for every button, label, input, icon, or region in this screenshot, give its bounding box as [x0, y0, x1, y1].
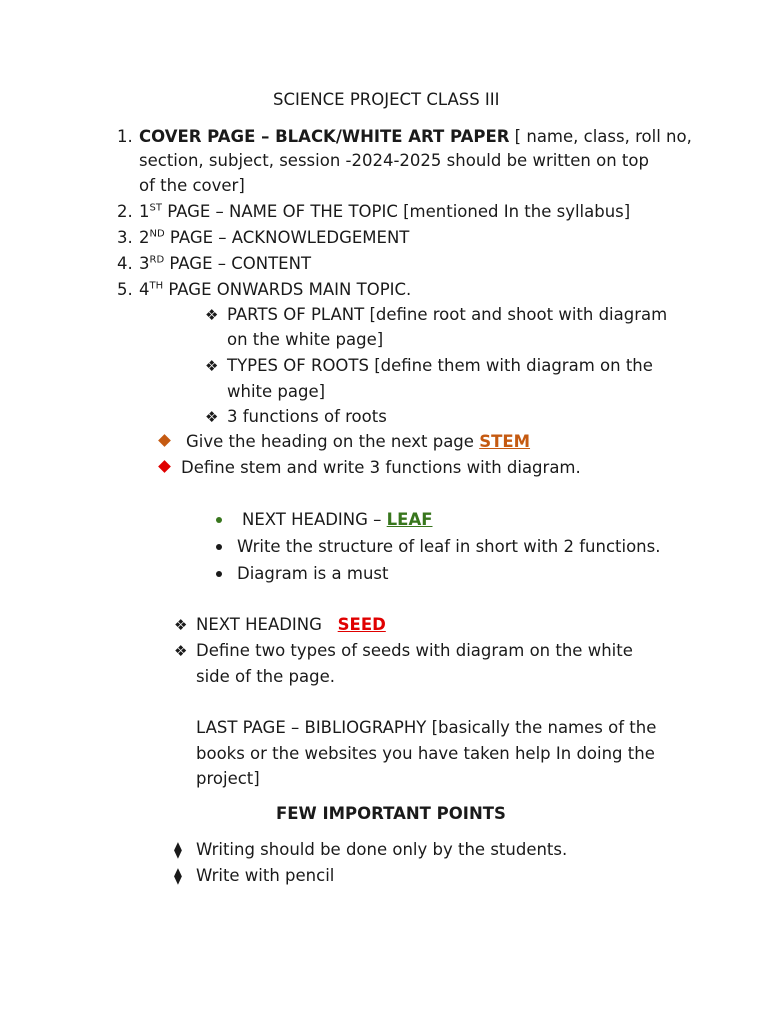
dot-bullet-icon — [216, 544, 222, 550]
seed-heading-text: NEXT HEADING — [196, 615, 338, 634]
seed-heading-line — [196, 614, 386, 636]
last-page-line-2: books or the websites you have taken help In doing the — [196, 744, 655, 763]
item-4 — [139, 253, 311, 275]
item-1-line-2: section, subject, session -2024-2025 should be written on top — [139, 151, 649, 170]
seed-line-2b: side of the page. — [196, 667, 335, 686]
sub-item-1-line-2: on the white page] — [227, 330, 384, 349]
item-1-bold: COVER PAGE – BLACK/WHITE ART PAPER — [139, 127, 510, 146]
item-number-2: 2. — [117, 202, 133, 221]
item-4-sup: RD — [149, 254, 165, 266]
dot-bullet-icon — [216, 571, 222, 577]
black-diamond-bullet-icon: ⧫ — [174, 840, 182, 859]
item-5-text: PAGE ONWARDS MAIN TOPIC. — [163, 280, 412, 299]
leaf-line-2: Write the structure of leaf in short with 2 functions. — [237, 537, 661, 556]
leaf-heading-text: NEXT HEADING – — [242, 510, 387, 529]
leaf-line-3: Diagram is a must — [237, 564, 389, 583]
four-diamond-bullet-icon: ❖ — [205, 306, 219, 324]
diamond-bullet-icon — [158, 460, 171, 473]
item-number-4: 4. — [117, 254, 133, 273]
diamond-bullet-icon — [158, 434, 171, 447]
stem-heading-line — [186, 431, 530, 453]
stem-define-line: Define stem and write 3 functions with diagram. — [181, 458, 581, 477]
item-4-ordinal: 3 — [139, 254, 150, 273]
item-1-rest: [ name, class, roll no, — [509, 127, 692, 146]
item-5-sup: TH — [149, 280, 164, 292]
four-diamond-bullet-icon: ❖ — [205, 408, 219, 426]
four-diamond-bullet-icon: ❖ — [174, 642, 188, 660]
item-number-1: 1. — [117, 127, 133, 146]
item-1-line-3: of the cover] — [139, 176, 245, 195]
sub-item-1-line-1: PARTS OF PLANT [define root and shoot with diagram — [227, 305, 668, 324]
item-2-sup: ST — [149, 202, 162, 214]
item-3-ordinal: 2 — [139, 228, 150, 247]
four-diamond-bullet-icon: ❖ — [174, 616, 188, 634]
item-5-ordinal: 4 — [139, 280, 150, 299]
item-3-sup: ND — [149, 228, 165, 240]
important-point-1: Writing should be done only by the students. — [196, 840, 568, 859]
item-3-text: PAGE – ACKNOWLEDGEMENT — [164, 228, 410, 247]
item-3 — [139, 227, 409, 249]
four-diamond-bullet-icon: ❖ — [205, 357, 219, 375]
important-heading: FEW IMPORTANT POINTS — [276, 804, 506, 823]
leaf-highlight: LEAF — [386, 510, 433, 529]
last-page-line-1: LAST PAGE – BIBLIOGRAPHY [basically the names of the — [196, 718, 657, 737]
dot-bullet-icon — [216, 517, 222, 523]
item-2 — [139, 201, 630, 223]
important-point-2: Write with pencil — [196, 866, 335, 885]
sub-item-3-line-1: 3 functions of roots — [227, 407, 387, 426]
item-number-3: 3. — [117, 228, 133, 247]
seed-highlight: SEED — [337, 615, 386, 634]
sub-item-2-line-1: TYPES OF ROOTS [define them with diagram on the — [227, 356, 653, 375]
stem-heading-text: Give the heading on the next page — [186, 432, 480, 451]
item-4-text: PAGE – CONTENT — [164, 254, 312, 273]
item-2-text: PAGE – NAME OF THE TOPIC [mentioned In the syllabus] — [161, 202, 631, 221]
item-5 — [139, 279, 411, 301]
leaf-heading-line — [242, 509, 433, 531]
item-1-line-1 — [139, 126, 692, 148]
sub-item-2-line-2: white page] — [227, 382, 326, 401]
seed-line-2a: Define two types of seeds with diagram on the white — [196, 641, 633, 660]
stem-highlight: STEM — [479, 432, 531, 451]
item-2-ordinal: 1 — [139, 202, 150, 221]
last-page-line-3: project] — [196, 769, 260, 788]
black-diamond-bullet-icon: ⧫ — [174, 866, 182, 885]
page-title: SCIENCE PROJECT CLASS III — [273, 90, 500, 109]
item-number-5: 5. — [117, 280, 133, 299]
